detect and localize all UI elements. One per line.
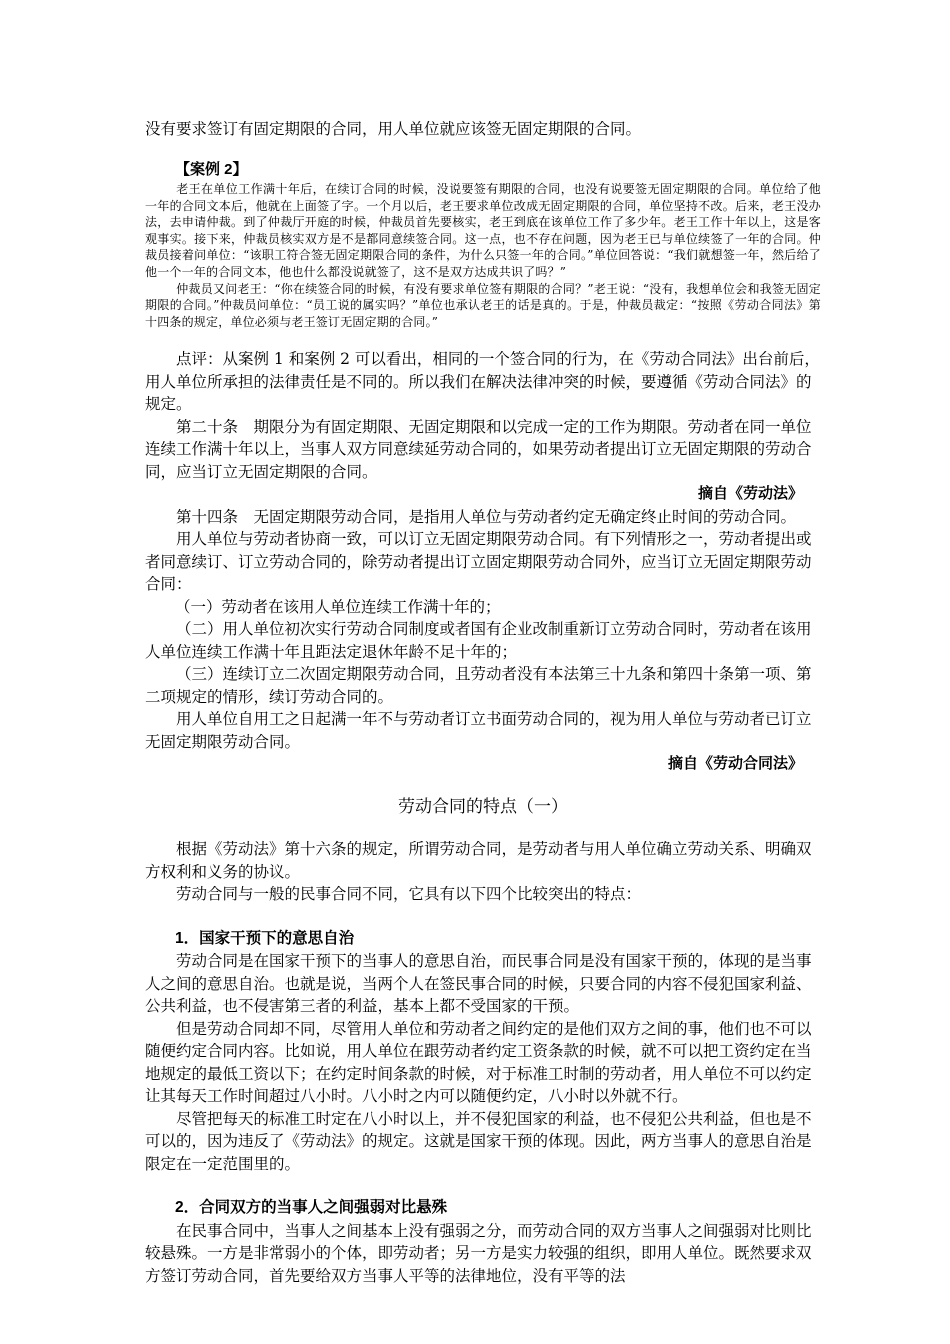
section-title: 劳动合同的特点（一） [398, 796, 568, 816]
article20-paragraph: 第二十条 期限分为有固定期限、无固定期限和以完成一定的工作为期限。劳动者在同一单位连续工作满十年以上，当事人双方同意续延劳动合同的，如果劳动者提出订立无固定期限的劳动合同，应当订立无固定期限的合同。 [145, 417, 812, 481]
case2-para1: 老王在单位工作满十年后，在续订合同的时候，没说要签有期限的合同，也没有说要签无固定期限的合同。单位给了他一年的合同文本后，他就在上面签了字。一个月以后，老王要求单位改成无固定期限的合同，单位坚持不改。后来，老王没办法，去申请仲裁。到了仲裁厅开庭的时候，仲裁员首先要核实，老王到底在该单位工作了多少年。老王工作十年以上，这是客观事实。接下来，仲裁员核实双方是不是都同意续签合同。这一点，也不存在问题，因为老王已与单位续签了一年的合同。仲裁员接着问单位：“该职工符合签无固定期限合同的条件，为什么只签一年的合同。”单位回答说：“我们就想签一年，然后给了他一个一年的合同文本，他也什么都没说就签了，这不是双方达成共识了吗？” [145, 182, 821, 279]
article14-paragraph: 第十四条 无固定期限劳动合同，是指用人单位与劳动者约定无确定终止时间的劳动合同。 [176, 507, 797, 526]
point2-title: 2．合同双方的当事人之间强弱对比悬殊 [175, 1199, 448, 1217]
case2-para2: 仲裁员又问老王：“你在续签合同的时候，有没有要求单位签有期限的合同？”老王说：“没有，我想单位会和我签无固定期限的合同。”仲裁员问单位：“员工说的属实吗？”单位也承认老王的话是真的。于是，仲裁员裁定：“按照《劳动合同法》第十四条的规定，单位必须与老王签订无固定期的合同。” [145, 281, 821, 329]
point1-title: 1．国家干预下的意思自治 [175, 929, 355, 947]
article14-item: （三）连续订立二次固定期限劳动合同，且劳动者没有本法第三十九条和第四十条第一项、第二项规定的情形，续订劳动合同的。 [145, 665, 812, 706]
source-labor-law: 摘自《劳动法》 [697, 485, 803, 503]
article14-item: （二）用人单位初次实行劳动合同制度或者国有企业改制重新订立劳动合同时，劳动者在该用人单位连续工作满十年且距法定退休年龄不足十年的； [145, 620, 812, 661]
document-page [145, 118, 821, 1287]
commentary-block [145, 348, 821, 776]
point1-para1: 劳动合同是在国家干预下的当事人的意思自治，而民事合同是没有国家干预的，体现的是当事人之间的意思自治。也就是说，当两个人在签民事合同的时候，只要合同的内容不侵犯国家利益、公共利益，也不侵害第三者的利益，基本上都不受国家的干预。 [145, 952, 812, 1016]
point2-para1: 在民事合同中，当事人之间基本上没有强弱之分，而劳动合同的双方当事人之间强弱对比则比较悬殊。一方是非常弱小的个体，即劳动者；另一方是实力较强的组织，即用人单位。既然要求双方签订劳动合同，首先要给双方当事人平等的法律地位，没有平等的法 [145, 1221, 812, 1285]
point1-para3: 尽管把每天的标准工时定在八小时以上，并不侵犯国家的利益，也不侵犯公共利益，但也是不可以的，因为违反了《劳动法》的规定。这就是国家干预的体现。因此，两方当事人的意思自治是限定在一定范围里的。 [145, 1109, 812, 1173]
point1-para2: 但是劳动合同却不同，尽管用人单位和劳动者之间约定的是他们双方之间的事，他们也不可以随便约定合同内容。比如说，用人单位在跟劳动者约定工资条款的时候，就不可以把工资约定在当地规定的最低工资以下；在约定时间条款的时候，对于标准工时制的劳动者，用人单位不可以约定让其每天工作时间超过八小时。八小时之内可以随便约定，八小时以外就不行。 [145, 1019, 812, 1106]
source-labor-contract-law: 摘自《劳动合同法》 [667, 755, 803, 773]
section-intro2: 劳动合同与一般的民事合同不同，它具有以下四个比较突出的特点： [176, 885, 642, 904]
article14-para2: 用人单位与劳动者协商一致，可以订立无固定期限劳动合同。有下列情形之一，劳动者提出或者同意续订、订立劳动合同的，除劳动者提出订立固定期限劳动合同外，应当订立无固定期限劳动合同： [145, 530, 812, 594]
article14-item: （一）劳动者在该用人单位连续工作满十年的； [175, 597, 501, 616]
article14-para3: 用人单位自用工之日起满一年不与劳动者订立书面劳动合同的，视为用人单位与劳动者已订立无固定期限劳动合同。 [145, 710, 812, 751]
section-intro1: 根据《劳动法》第十六条的规定，所谓劳动合同，是劳动者与用人单位确立劳动关系、明确双方权利和义务的协议。 [145, 840, 812, 881]
case2-title: 【案例 2】 [175, 160, 248, 178]
comment-paragraph: 点评：从案例 1 和案例 2 可以看出，相同的一个签合同的行为，在《劳动合同法》出台前后，用人单位所承担的法律责任是不同的。所以我们在解决法律冲突的时候，要遵循《劳动合同法》的规定。 [145, 350, 820, 414]
intro-line: 没有要求签订有固定期限的合同，用人单位就应该签无固定期限的合同。 [145, 120, 642, 138]
